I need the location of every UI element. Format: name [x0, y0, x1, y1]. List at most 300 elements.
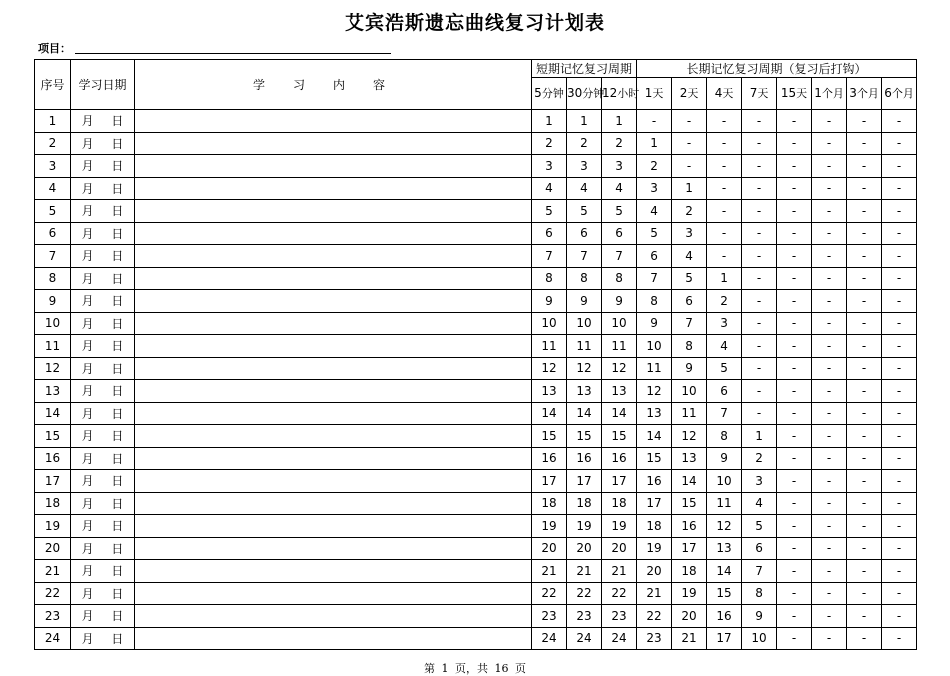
review-cell[interactable]: -	[882, 245, 917, 268]
review-cell[interactable]: 13	[602, 380, 637, 403]
review-cell[interactable]: -	[742, 155, 777, 178]
review-cell[interactable]: -	[847, 222, 882, 245]
review-cell[interactable]: 1	[742, 425, 777, 448]
review-cell[interactable]: 19	[637, 537, 672, 560]
review-cell[interactable]: 10	[532, 312, 567, 335]
review-cell[interactable]: -	[812, 627, 847, 650]
row-date-field[interactable]: 月 日	[71, 380, 135, 403]
review-cell[interactable]: 21	[672, 627, 707, 650]
review-cell[interactable]: 15	[707, 582, 742, 605]
row-content-field[interactable]	[135, 222, 532, 245]
review-cell[interactable]: 23	[602, 605, 637, 628]
review-cell[interactable]: 3	[707, 312, 742, 335]
review-cell[interactable]: -	[777, 515, 812, 538]
review-cell[interactable]: -	[882, 290, 917, 313]
review-cell[interactable]: 7	[707, 402, 742, 425]
review-cell[interactable]: 22	[567, 582, 602, 605]
review-cell[interactable]: 14	[707, 560, 742, 583]
review-cell[interactable]: -	[777, 132, 812, 155]
review-cell[interactable]: 18	[532, 492, 567, 515]
review-cell[interactable]: -	[777, 155, 812, 178]
row-content-field[interactable]	[135, 627, 532, 650]
review-cell[interactable]: -	[847, 492, 882, 515]
review-cell[interactable]: 10	[707, 470, 742, 493]
review-cell[interactable]: 23	[532, 605, 567, 628]
review-cell[interactable]: -	[882, 492, 917, 515]
review-cell[interactable]: -	[777, 447, 812, 470]
review-cell[interactable]: 10	[637, 335, 672, 358]
review-cell[interactable]: 17	[532, 470, 567, 493]
review-cell[interactable]: 3	[602, 155, 637, 178]
review-cell[interactable]: -	[882, 582, 917, 605]
review-cell[interactable]: -	[847, 605, 882, 628]
row-content-field[interactable]	[135, 515, 532, 538]
review-cell[interactable]: -	[847, 537, 882, 560]
row-content-field[interactable]	[135, 335, 532, 358]
row-content-field[interactable]	[135, 267, 532, 290]
review-cell[interactable]: -	[882, 380, 917, 403]
review-cell[interactable]: 2	[672, 200, 707, 223]
review-cell[interactable]: 11	[672, 402, 707, 425]
row-content-field[interactable]	[135, 110, 532, 133]
review-cell[interactable]: -	[707, 155, 742, 178]
review-cell[interactable]: -	[812, 267, 847, 290]
review-cell[interactable]: -	[777, 222, 812, 245]
review-cell[interactable]: 16	[672, 515, 707, 538]
review-cell[interactable]: -	[847, 177, 882, 200]
review-cell[interactable]: 7	[672, 312, 707, 335]
review-cell[interactable]: 1	[532, 110, 567, 133]
row-content-field[interactable]	[135, 537, 532, 560]
review-cell[interactable]: -	[777, 267, 812, 290]
review-cell[interactable]: -	[707, 177, 742, 200]
review-cell[interactable]: -	[777, 605, 812, 628]
review-cell[interactable]: -	[777, 290, 812, 313]
review-cell[interactable]: 12	[532, 357, 567, 380]
row-date-field[interactable]: 月 日	[71, 335, 135, 358]
review-cell[interactable]: -	[812, 290, 847, 313]
review-cell[interactable]: -	[777, 335, 812, 358]
review-cell[interactable]: 14	[567, 402, 602, 425]
review-cell[interactable]: 8	[707, 425, 742, 448]
review-cell[interactable]: -	[882, 627, 917, 650]
review-cell[interactable]: -	[847, 402, 882, 425]
review-cell[interactable]: 2	[707, 290, 742, 313]
review-cell[interactable]: -	[812, 605, 847, 628]
review-cell[interactable]: 19	[672, 582, 707, 605]
review-cell[interactable]: 15	[602, 425, 637, 448]
review-cell[interactable]: 15	[532, 425, 567, 448]
review-cell[interactable]: -	[777, 470, 812, 493]
review-cell[interactable]: -	[707, 245, 742, 268]
review-cell[interactable]: 2	[567, 132, 602, 155]
review-cell[interactable]: 12	[707, 515, 742, 538]
review-cell[interactable]: 3	[567, 155, 602, 178]
row-content-field[interactable]	[135, 245, 532, 268]
row-date-field[interactable]: 月 日	[71, 177, 135, 200]
review-cell[interactable]: -	[882, 447, 917, 470]
review-cell[interactable]: -	[812, 335, 847, 358]
review-cell[interactable]: 14	[637, 425, 672, 448]
review-cell[interactable]: -	[847, 380, 882, 403]
row-content-field[interactable]	[135, 447, 532, 470]
review-cell[interactable]: -	[742, 357, 777, 380]
review-cell[interactable]: 5	[707, 357, 742, 380]
row-date-field[interactable]: 月 日	[71, 110, 135, 133]
review-cell[interactable]: -	[847, 447, 882, 470]
row-content-field[interactable]	[135, 357, 532, 380]
review-cell[interactable]: 18	[602, 492, 637, 515]
review-cell[interactable]: -	[847, 110, 882, 133]
review-cell[interactable]: 7	[637, 267, 672, 290]
review-cell[interactable]: 7	[532, 245, 567, 268]
review-cell[interactable]: 2	[742, 447, 777, 470]
review-cell[interactable]: -	[847, 267, 882, 290]
review-cell[interactable]: -	[812, 402, 847, 425]
review-cell[interactable]: -	[742, 245, 777, 268]
review-cell[interactable]: -	[777, 312, 812, 335]
review-cell[interactable]: -	[742, 110, 777, 133]
row-content-field[interactable]	[135, 200, 532, 223]
review-cell[interactable]: 6	[742, 537, 777, 560]
review-cell[interactable]: 21	[637, 582, 672, 605]
review-cell[interactable]: -	[777, 380, 812, 403]
row-date-field[interactable]: 月 日	[71, 200, 135, 223]
review-cell[interactable]: 12	[637, 380, 672, 403]
review-cell[interactable]: 6	[532, 222, 567, 245]
review-cell[interactable]: -	[707, 222, 742, 245]
review-cell[interactable]: 16	[602, 447, 637, 470]
row-date-field[interactable]: 月 日	[71, 155, 135, 178]
review-cell[interactable]: -	[812, 177, 847, 200]
row-date-field[interactable]: 月 日	[71, 267, 135, 290]
review-cell[interactable]: 13	[567, 380, 602, 403]
review-cell[interactable]: -	[812, 357, 847, 380]
review-cell[interactable]: -	[882, 312, 917, 335]
review-cell[interactable]: -	[882, 222, 917, 245]
row-content-field[interactable]	[135, 560, 532, 583]
review-cell[interactable]: 20	[532, 537, 567, 560]
review-cell[interactable]: -	[847, 357, 882, 380]
review-cell[interactable]: 5	[602, 200, 637, 223]
review-cell[interactable]: -	[882, 425, 917, 448]
review-cell[interactable]: 1	[637, 132, 672, 155]
review-cell[interactable]: 3	[637, 177, 672, 200]
review-cell[interactable]: -	[777, 627, 812, 650]
review-cell[interactable]: 23	[567, 605, 602, 628]
review-cell[interactable]: 1	[672, 177, 707, 200]
review-cell[interactable]: -	[812, 560, 847, 583]
review-cell[interactable]: 3	[742, 470, 777, 493]
review-cell[interactable]: 20	[637, 560, 672, 583]
review-cell[interactable]: 2	[532, 132, 567, 155]
review-cell[interactable]: 4	[532, 177, 567, 200]
row-content-field[interactable]	[135, 402, 532, 425]
review-cell[interactable]: -	[812, 110, 847, 133]
review-cell[interactable]: 20	[567, 537, 602, 560]
review-cell[interactable]: -	[777, 357, 812, 380]
review-cell[interactable]: 5	[532, 200, 567, 223]
row-date-field[interactable]: 月 日	[71, 560, 135, 583]
review-cell[interactable]: -	[777, 200, 812, 223]
review-cell[interactable]: 8	[602, 267, 637, 290]
review-cell[interactable]: 4	[707, 335, 742, 358]
review-cell[interactable]: -	[672, 132, 707, 155]
review-cell[interactable]: 17	[637, 492, 672, 515]
review-cell[interactable]: -	[882, 537, 917, 560]
review-cell[interactable]: 4	[672, 245, 707, 268]
review-cell[interactable]: -	[847, 245, 882, 268]
review-cell[interactable]: -	[847, 335, 882, 358]
review-cell[interactable]: 13	[637, 402, 672, 425]
review-cell[interactable]: -	[812, 155, 847, 178]
review-cell[interactable]: 8	[567, 267, 602, 290]
review-cell[interactable]: 5	[742, 515, 777, 538]
row-content-field[interactable]	[135, 492, 532, 515]
review-cell[interactable]: -	[707, 200, 742, 223]
review-cell[interactable]: -	[882, 560, 917, 583]
review-cell[interactable]: 4	[637, 200, 672, 223]
row-date-field[interactable]: 月 日	[71, 312, 135, 335]
review-cell[interactable]: -	[812, 582, 847, 605]
review-cell[interactable]: 7	[602, 245, 637, 268]
review-cell[interactable]: 10	[567, 312, 602, 335]
review-cell[interactable]: -	[742, 335, 777, 358]
review-cell[interactable]: 15	[637, 447, 672, 470]
review-cell[interactable]: 17	[602, 470, 637, 493]
review-cell[interactable]: -	[707, 132, 742, 155]
review-cell[interactable]: 2	[637, 155, 672, 178]
review-cell[interactable]: 9	[742, 605, 777, 628]
row-date-field[interactable]: 月 日	[71, 132, 135, 155]
review-cell[interactable]: -	[847, 560, 882, 583]
row-content-field[interactable]	[135, 605, 532, 628]
review-cell[interactable]: -	[742, 380, 777, 403]
review-cell[interactable]: -	[847, 132, 882, 155]
review-cell[interactable]: -	[812, 380, 847, 403]
review-cell[interactable]: 11	[532, 335, 567, 358]
review-cell[interactable]: 15	[567, 425, 602, 448]
row-content-field[interactable]	[135, 582, 532, 605]
row-content-field[interactable]	[135, 290, 532, 313]
row-content-field[interactable]	[135, 312, 532, 335]
review-cell[interactable]: 19	[602, 515, 637, 538]
review-cell[interactable]: 10	[672, 380, 707, 403]
review-cell[interactable]: 22	[602, 582, 637, 605]
review-cell[interactable]: 20	[602, 537, 637, 560]
review-cell[interactable]: 14	[602, 402, 637, 425]
row-date-field[interactable]: 月 日	[71, 537, 135, 560]
review-cell[interactable]: -	[812, 222, 847, 245]
review-cell[interactable]: 17	[672, 537, 707, 560]
row-date-field[interactable]: 月 日	[71, 582, 135, 605]
review-cell[interactable]: -	[777, 245, 812, 268]
row-date-field[interactable]: 月 日	[71, 605, 135, 628]
review-cell[interactable]: -	[847, 515, 882, 538]
review-cell[interactable]: -	[812, 515, 847, 538]
review-cell[interactable]: -	[672, 110, 707, 133]
review-cell[interactable]: 11	[602, 335, 637, 358]
review-cell[interactable]: 17	[567, 470, 602, 493]
row-date-field[interactable]: 月 日	[71, 357, 135, 380]
review-cell[interactable]: 7	[567, 245, 602, 268]
review-cell[interactable]: -	[882, 357, 917, 380]
row-date-field[interactable]: 月 日	[71, 447, 135, 470]
review-cell[interactable]: 17	[707, 627, 742, 650]
row-content-field[interactable]	[135, 470, 532, 493]
review-cell[interactable]: -	[847, 200, 882, 223]
project-input-line[interactable]	[75, 53, 391, 54]
review-cell[interactable]: -	[742, 312, 777, 335]
review-cell[interactable]: -	[812, 132, 847, 155]
review-cell[interactable]: 24	[602, 627, 637, 650]
review-cell[interactable]: 9	[602, 290, 637, 313]
review-cell[interactable]: 16	[707, 605, 742, 628]
review-cell[interactable]: 21	[567, 560, 602, 583]
review-cell[interactable]: 6	[637, 245, 672, 268]
review-cell[interactable]: 23	[637, 627, 672, 650]
review-cell[interactable]: -	[777, 425, 812, 448]
review-cell[interactable]: 8	[532, 267, 567, 290]
review-cell[interactable]: 5	[567, 200, 602, 223]
review-cell[interactable]: 1	[602, 110, 637, 133]
review-cell[interactable]: 1	[707, 267, 742, 290]
review-cell[interactable]: 9	[567, 290, 602, 313]
review-cell[interactable]: -	[777, 537, 812, 560]
review-cell[interactable]: -	[847, 627, 882, 650]
review-cell[interactable]: 9	[532, 290, 567, 313]
review-cell[interactable]: 19	[567, 515, 602, 538]
row-date-field[interactable]: 月 日	[71, 627, 135, 650]
review-cell[interactable]: 6	[602, 222, 637, 245]
review-cell[interactable]: -	[777, 560, 812, 583]
review-cell[interactable]: -	[882, 155, 917, 178]
review-cell[interactable]: 13	[532, 380, 567, 403]
row-content-field[interactable]	[135, 132, 532, 155]
review-cell[interactable]: -	[812, 537, 847, 560]
review-cell[interactable]: 18	[567, 492, 602, 515]
row-date-field[interactable]: 月 日	[71, 402, 135, 425]
review-cell[interactable]: 8	[672, 335, 707, 358]
review-cell[interactable]: -	[637, 110, 672, 133]
review-cell[interactable]: 9	[637, 312, 672, 335]
row-date-field[interactable]: 月 日	[71, 470, 135, 493]
review-cell[interactable]: -	[847, 425, 882, 448]
review-cell[interactable]: 15	[672, 492, 707, 515]
review-cell[interactable]: -	[742, 402, 777, 425]
review-cell[interactable]: 4	[567, 177, 602, 200]
review-cell[interactable]: 24	[532, 627, 567, 650]
review-cell[interactable]: -	[742, 200, 777, 223]
review-cell[interactable]: 6	[707, 380, 742, 403]
review-cell[interactable]: 21	[602, 560, 637, 583]
review-cell[interactable]: -	[812, 425, 847, 448]
row-content-field[interactable]	[135, 177, 532, 200]
review-cell[interactable]: 7	[742, 560, 777, 583]
review-cell[interactable]: 16	[532, 447, 567, 470]
review-cell[interactable]: 3	[672, 222, 707, 245]
review-cell[interactable]: 5	[672, 267, 707, 290]
review-cell[interactable]: -	[812, 447, 847, 470]
review-cell[interactable]: -	[707, 110, 742, 133]
review-cell[interactable]: -	[742, 132, 777, 155]
review-cell[interactable]: -	[812, 245, 847, 268]
review-cell[interactable]: 8	[637, 290, 672, 313]
review-cell[interactable]: 22	[637, 605, 672, 628]
review-cell[interactable]: 1	[567, 110, 602, 133]
review-cell[interactable]: 12	[672, 425, 707, 448]
row-date-field[interactable]: 月 日	[71, 290, 135, 313]
review-cell[interactable]: -	[882, 177, 917, 200]
review-cell[interactable]: -	[882, 110, 917, 133]
review-cell[interactable]: -	[777, 402, 812, 425]
row-content-field[interactable]	[135, 425, 532, 448]
review-cell[interactable]: -	[847, 312, 882, 335]
review-cell[interactable]: 18	[637, 515, 672, 538]
review-cell[interactable]: 14	[672, 470, 707, 493]
review-cell[interactable]: 11	[707, 492, 742, 515]
review-cell[interactable]: -	[882, 267, 917, 290]
review-cell[interactable]: 8	[742, 582, 777, 605]
review-cell[interactable]: 18	[672, 560, 707, 583]
review-cell[interactable]: -	[882, 132, 917, 155]
review-cell[interactable]: 11	[567, 335, 602, 358]
review-cell[interactable]: 9	[672, 357, 707, 380]
review-cell[interactable]: 3	[532, 155, 567, 178]
review-cell[interactable]: 4	[602, 177, 637, 200]
review-cell[interactable]: 20	[672, 605, 707, 628]
review-cell[interactable]: -	[812, 312, 847, 335]
review-cell[interactable]: -	[882, 605, 917, 628]
review-cell[interactable]: 12	[567, 357, 602, 380]
review-cell[interactable]: -	[742, 267, 777, 290]
review-cell[interactable]: 22	[532, 582, 567, 605]
review-cell[interactable]: -	[847, 470, 882, 493]
row-date-field[interactable]: 月 日	[71, 515, 135, 538]
review-cell[interactable]: -	[882, 335, 917, 358]
review-cell[interactable]: 19	[532, 515, 567, 538]
review-cell[interactable]: 4	[742, 492, 777, 515]
review-cell[interactable]: 2	[602, 132, 637, 155]
review-cell[interactable]: 14	[532, 402, 567, 425]
review-cell[interactable]: 10	[742, 627, 777, 650]
review-cell[interactable]: 13	[707, 537, 742, 560]
review-cell[interactable]: -	[882, 470, 917, 493]
review-cell[interactable]: 21	[532, 560, 567, 583]
review-cell[interactable]: 12	[602, 357, 637, 380]
review-cell[interactable]: -	[882, 515, 917, 538]
review-cell[interactable]: -	[672, 155, 707, 178]
review-cell[interactable]: -	[882, 402, 917, 425]
review-cell[interactable]: 16	[637, 470, 672, 493]
review-cell[interactable]: -	[777, 110, 812, 133]
row-content-field[interactable]	[135, 155, 532, 178]
review-cell[interactable]: 6	[567, 222, 602, 245]
review-cell[interactable]: 10	[602, 312, 637, 335]
review-cell[interactable]: -	[847, 290, 882, 313]
review-cell[interactable]: 6	[672, 290, 707, 313]
review-cell[interactable]: -	[742, 177, 777, 200]
row-date-field[interactable]: 月 日	[71, 222, 135, 245]
review-cell[interactable]: -	[742, 290, 777, 313]
review-cell[interactable]: -	[847, 155, 882, 178]
review-cell[interactable]: -	[882, 200, 917, 223]
row-date-field[interactable]: 月 日	[71, 425, 135, 448]
review-cell[interactable]: 13	[672, 447, 707, 470]
review-cell[interactable]: -	[812, 200, 847, 223]
review-cell[interactable]: 5	[637, 222, 672, 245]
review-cell[interactable]: -	[847, 582, 882, 605]
